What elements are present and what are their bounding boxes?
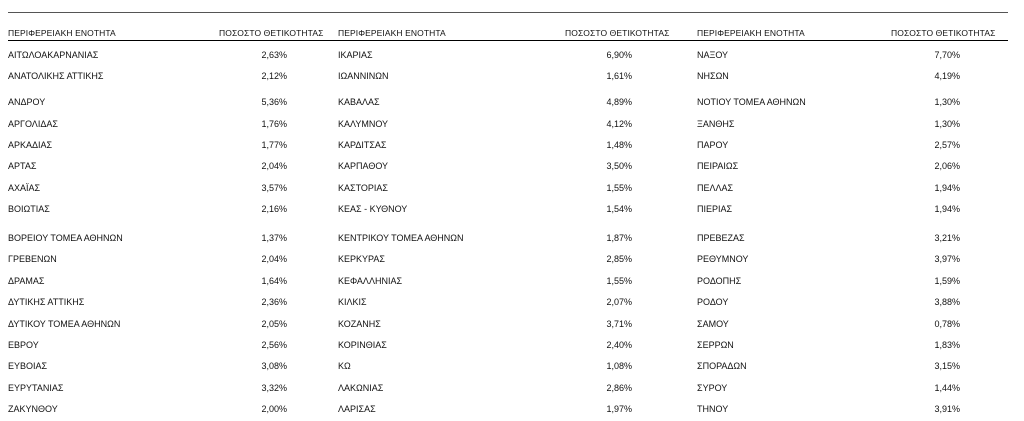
positivity-value: 4,12% — [606, 119, 632, 129]
region-name: ΡΕΘΥΜΝΟΥ — [697, 254, 749, 264]
region-name: ΚΙΛΚΙΣ — [338, 297, 367, 307]
region-name: ΑΝΑΤΟΛΙΚΗΣ ΑΤΤΙΚΗΣ — [8, 71, 104, 81]
positivity-value: 2,16% — [261, 204, 287, 214]
positivity-value: 1,77% — [261, 140, 287, 150]
positivity-value: 2,04% — [261, 161, 287, 171]
positivity-value: 1,94% — [934, 204, 960, 214]
header-region-1: ΠΕΡΙΦΕΡΕΙΑΚΗ ΕΝΟΤΗΤΑ — [8, 28, 116, 38]
region-name: ΣΥΡΟΥ — [697, 383, 728, 393]
region-name: ΤΗΝΟΥ — [697, 404, 729, 414]
positivity-value: 2,04% — [261, 254, 287, 264]
region-name: ΛΑΡΙΣΑΣ — [338, 404, 376, 414]
region-name: ΖΑΚΥΝΘΟΥ — [8, 404, 58, 414]
header-positivity-3: ΠΟΣΟΣΤΟ ΘΕΤΙΚΟΤΗΤΑΣ — [891, 28, 996, 38]
region-name: ΕΥΒΟΙΑΣ — [8, 361, 48, 371]
positivity-value: 5,36% — [261, 97, 287, 107]
positivity-value: 1,87% — [606, 233, 632, 243]
positivity-value: 1,94% — [934, 183, 960, 193]
region-name: ΚΑΡΠΑΘΟΥ — [338, 161, 389, 171]
positivity-value: 1,30% — [934, 119, 960, 129]
positivity-value: 3,88% — [934, 297, 960, 307]
region-name: ΝΗΣΩΝ — [697, 71, 729, 81]
region-name: ΕΒΡΟΥ — [8, 340, 39, 350]
positivity-value: 2,40% — [606, 340, 632, 350]
region-name: ΝΑΞΟΥ — [697, 50, 729, 60]
positivity-value: 1,48% — [606, 140, 632, 150]
region-name: ΡΟΔΟΥ — [697, 297, 729, 307]
region-name: ΣΕΡΡΩΝ — [697, 340, 734, 350]
positivity-value: 7,70% — [934, 50, 960, 60]
positivity-value: 3,32% — [261, 383, 287, 393]
positivity-value: 2,36% — [261, 297, 287, 307]
positivity-value: 2,00% — [261, 404, 287, 414]
header-region-3: ΠΕΡΙΦΕΡΕΙΑΚΗ ΕΝΟΤΗΤΑ — [697, 28, 805, 38]
positivity-value: 1,61% — [606, 71, 632, 81]
positivity-value: 1,76% — [261, 119, 287, 129]
region-name: ΚΑΣΤΟΡΙΑΣ — [338, 183, 388, 193]
positivity-value: 4,89% — [606, 97, 632, 107]
positivity-value: 2,56% — [261, 340, 287, 350]
positivity-value: 3,97% — [934, 254, 960, 264]
positivity-value: 3,91% — [934, 404, 960, 414]
positivity-value: 3,50% — [606, 161, 632, 171]
region-name: ΑΡΚΑΔΙΑΣ — [8, 140, 53, 150]
region-name: ΚΑΛΥΜΝΟΥ — [338, 119, 389, 129]
positivity-value: 2,05% — [261, 319, 287, 329]
region-name: ΠΕΛΛΑΣ — [697, 183, 734, 193]
region-name: ΒΟΡΕΙΟΥ ΤΟΜΕΑ ΑΘΗΝΩΝ — [8, 233, 123, 243]
positivity-value: 3,57% — [261, 183, 287, 193]
positivity-value: 1,59% — [934, 276, 960, 286]
positivity-value: 3,08% — [261, 361, 287, 371]
region-name: ΚΩ — [338, 361, 351, 371]
region-name: ΙΩΑΝΝΙΝΩΝ — [338, 71, 389, 81]
region-name: ΔΥΤΙΚΟΥ ΤΟΜΕΑ ΑΘΗΝΩΝ — [8, 319, 121, 329]
region-name: ΣΠΟΡΑΔΩΝ — [697, 361, 747, 371]
positivity-value: 2,12% — [261, 71, 287, 81]
region-name: ΔΡΑΜΑΣ — [8, 276, 45, 286]
positivity-value: 1,37% — [261, 233, 287, 243]
region-name: ΚΑΡΔΙΤΣΑΣ — [338, 140, 387, 150]
region-name: ΚΟΡΙΝΘΙΑΣ — [338, 340, 387, 350]
region-name: ΣΑΜΟΥ — [697, 319, 729, 329]
region-name: ΚΕΦΑΛΛΗΝΙΑΣ — [338, 276, 403, 286]
positivity-value: 2,07% — [606, 297, 632, 307]
region-name: ΚΕΡΚΥΡΑΣ — [338, 254, 385, 264]
positivity-value: 1,64% — [261, 276, 287, 286]
region-name: ΑΡΓΟΛΙΔΑΣ — [8, 119, 58, 129]
region-name: ΑΡΤΑΣ — [8, 161, 37, 171]
positivity-value: 6,90% — [606, 50, 632, 60]
positivity-value: 1,97% — [606, 404, 632, 414]
region-name: ΚΟΖΑΝΗΣ — [338, 319, 381, 329]
header-positivity-1: ΠΟΣΟΣΤΟ ΘΕΤΙΚΟΤΗΤΑΣ — [219, 28, 324, 38]
region-name: ΠΙΕΡΙΑΣ — [697, 204, 733, 214]
region-name: ΞΑΝΘΗΣ — [697, 119, 735, 129]
positivity-value: 1,55% — [606, 276, 632, 286]
positivity-value: 2,63% — [261, 50, 287, 60]
region-name: ΛΑΚΩΝΙΑΣ — [338, 383, 384, 393]
region-name: ΠΑΡΟΥ — [697, 140, 729, 150]
region-name: ΕΥΡΥΤΑΝΙΑΣ — [8, 383, 64, 393]
positivity-value: 2,86% — [606, 383, 632, 393]
region-name: ΔΥΤΙΚΗΣ ΑΤΤΙΚΗΣ — [8, 297, 85, 307]
positivity-value: 3,21% — [934, 233, 960, 243]
header-positivity-2: ΠΟΣΟΣΤΟ ΘΕΤΙΚΟΤΗΤΑΣ — [565, 28, 670, 38]
positivity-value: 1,55% — [606, 183, 632, 193]
region-name: ΡΟΔΟΠΗΣ — [697, 276, 742, 286]
region-name: ΒΟΙΩΤΙΑΣ — [8, 204, 50, 214]
region-name: ΑΧΑΪΑΣ — [8, 183, 41, 193]
positivity-value: 2,85% — [606, 254, 632, 264]
positivity-value: 3,71% — [606, 319, 632, 329]
region-name: ΚΕΝΤΡΙΚΟΥ ΤΟΜΕΑ ΑΘΗΝΩΝ — [338, 233, 464, 243]
positivity-value: 4,19% — [934, 71, 960, 81]
region-name: ΚΕΑΣ - ΚΥΘΝΟΥ — [338, 204, 408, 214]
positivity-value: 0,78% — [934, 319, 960, 329]
positivity-value: 1,54% — [606, 204, 632, 214]
region-name: ΠΡΕΒΕΖΑΣ — [697, 233, 745, 243]
positivity-value: 1,08% — [606, 361, 632, 371]
positivity-value: 2,57% — [934, 140, 960, 150]
region-name: ΙΚΑΡΙΑΣ — [338, 50, 373, 60]
positivity-value: 2,06% — [934, 161, 960, 171]
region-name: ΝΟΤΙΟΥ ΤΟΜΕΑ ΑΘΗΝΩΝ — [697, 97, 806, 107]
region-name: ΠΕΙΡΑΙΩΣ — [697, 161, 739, 171]
region-name: ΑΝΔΡΟΥ — [8, 97, 46, 107]
positivity-value: 3,15% — [934, 361, 960, 371]
header-region-2: ΠΕΡΙΦΕΡΕΙΑΚΗ ΕΝΟΤΗΤΑ — [338, 28, 446, 38]
positivity-value: 1,83% — [934, 340, 960, 350]
positivity-value: 1,30% — [934, 97, 960, 107]
region-name: ΚΑΒΑΛΑΣ — [338, 97, 380, 107]
region-name: ΑΙΤΩΛΟΑΚΑΡΝΑΝΙΑΣ — [8, 50, 99, 60]
region-name: ΓΡΕΒΕΝΩΝ — [8, 254, 57, 264]
positivity-value: 1,44% — [934, 383, 960, 393]
